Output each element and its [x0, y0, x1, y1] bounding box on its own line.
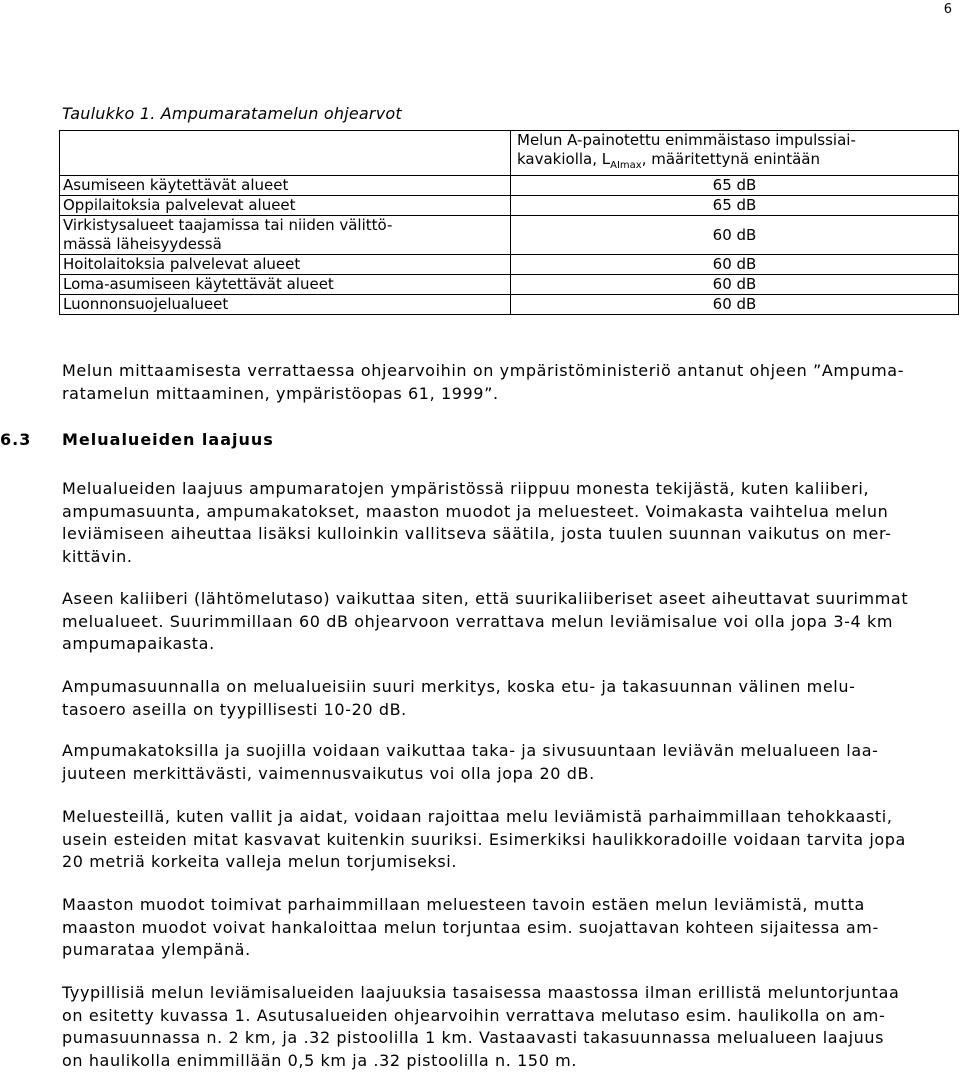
- text-line: Meluesteillä, kuten vallit ja aidat, voidaan rajoittaa melu leviämistä parhaimmillaan tehokkaasti,: [62, 807, 893, 826]
- text-line: leviämiseen aiheuttaa lisäksi kulloinkin vallitseva säätila, josta tuulen suunnan vaikutus on mer-: [62, 524, 892, 543]
- table-caption: Taulukko 1. Ampumaratamelun ohjearvot: [62, 104, 402, 123]
- header-line2-sub: AImax: [610, 160, 642, 171]
- text-line: kittävin.: [62, 546, 133, 566]
- text-line: 20 metriä korkeita valleja melun torjumiseksi.: [62, 852, 458, 871]
- intro-paragraph: [62, 360, 954, 405]
- paragraph: [62, 588, 954, 656]
- text-line: tasoero aseilla on tyypillisesti 10-20 dB.: [62, 699, 407, 719]
- text-line: usein esteiden mitat kasvavat kuitenkin suuriksi. Esimerkiksi haulikkoradoille voidaan tarvita jopa: [62, 829, 906, 849]
- header-line2-suffix: , määritettynä enintään: [641, 150, 820, 168]
- area-cell: Loma-asumiseen käytettävät alueet: [60, 275, 511, 295]
- table-row: [60, 275, 959, 295]
- value-cell: 65 dB: [511, 196, 959, 216]
- paragraph: [62, 894, 954, 962]
- table-row: [60, 176, 959, 196]
- value-cell: 60 dB: [511, 295, 959, 315]
- value-cell: 60 dB: [511, 255, 959, 275]
- page-number: 6: [943, 2, 952, 17]
- section-title: Melualueiden laajuus: [62, 430, 274, 449]
- area-cell: [60, 216, 511, 255]
- area-cell: Hoitolaitoksia palvelevat alueet: [60, 255, 511, 275]
- text-line: Maaston muodot toimivat parhaimmillaan meluesteen tavoin estäen melun leviämistä, mutta: [62, 895, 865, 914]
- value-cell: 60 dB: [511, 275, 959, 295]
- text-line: Tyypillisiä melun leviämisalueiden laajuuksia tasaisessa maastossa ilman erillistä meluntorjuntaa: [62, 983, 900, 1002]
- table-row: [60, 255, 959, 275]
- header-line1: Melun A-painotettu enimmäistaso impulssiai-: [517, 131, 856, 149]
- text-line: Ampumakatoksilla ja suojilla voidaan vaikuttaa taka- ja sivusuuntaan leviävän melualueen laa-: [62, 741, 879, 760]
- text-line: ratamelun mittaaminen, ympäristöopas 61, 1999”.: [62, 383, 499, 403]
- table-row: [60, 196, 959, 216]
- header-line2-prefix: kavakiolla, L: [517, 150, 611, 168]
- table-row: [60, 295, 959, 315]
- text-line: ampumapaikasta.: [62, 634, 215, 653]
- noise-limits-table: [59, 130, 959, 315]
- paragraph: [62, 478, 954, 568]
- text-line: on esitetty kuvassa 1. Asutusalueiden ohjearvoihin verrattava melutaso esim. haulikolla on am-: [62, 1005, 886, 1025]
- area-cell: Luonnonsuojelualueet: [60, 295, 511, 315]
- text-line: Aseen kaliiberi (lähtömelutaso) vaikuttaa siten, että suurikaliiberiset aseet aiheuttavat suurimmat: [62, 589, 909, 608]
- value-cell: 65 dB: [511, 176, 959, 196]
- text-line: Ampumasuunnalla on melualueisiin suuri merkitys, koska etu- ja takasuunnan välinen melu-: [62, 677, 856, 696]
- table-row: [60, 216, 959, 255]
- text-line: juuteen merkittävästi, vaimennusvaikutus voi olla jopa 20 dB.: [62, 763, 595, 783]
- paragraph: [62, 740, 954, 785]
- text-line: pumasuunnassa n. 2 km, ja .32 pistoolilla 1 km. Vastaavasti takasuunnassa melualueen laajuus: [62, 1028, 885, 1047]
- header-empty-cell: [60, 131, 511, 176]
- table-header-row: [60, 131, 959, 176]
- paragraph: [62, 806, 954, 874]
- header-cell: [511, 131, 959, 176]
- area-line2: mässä läheisyydessä: [63, 235, 222, 253]
- section-number: 6.3: [0, 430, 32, 449]
- value-cell: 60 dB: [511, 216, 959, 255]
- text-line: melualueet. Suurimmillaan 60 dB ohjearvoon verrattava melun leviämisalue voi olla jopa 3-4 km: [62, 611, 894, 631]
- text-line: pumarataa ylempänä.: [62, 940, 251, 959]
- section-heading: [0, 430, 274, 449]
- area-cell: Oppilaitoksia palvelevat alueet: [60, 196, 511, 216]
- area-cell: Asumiseen käytettävät alueet: [60, 176, 511, 196]
- paragraph: [62, 676, 954, 721]
- area-line1: Virkistysalueet taajamissa tai niiden välittö-: [63, 216, 393, 234]
- text-line: Melun mittaamisesta verrattaessa ohjearvoihin on ympäristöministeriö antanut ohjeen ”Ampuma-: [62, 361, 905, 380]
- text-line: Melualueiden laajuus ampumaratojen ympäristössä riippuu monesta tekijästä, kuten kaliiberi,: [62, 479, 870, 498]
- text-line: on haulikolla enimmillään 0,5 km ja .32 pistoolilla n. 150 m.: [62, 1050, 578, 1070]
- text-line: ampumasuunta, ampumakatokset, maaston muodot ja meluesteet. Voimakasta vaihtelua melun: [62, 501, 889, 521]
- paragraph: [62, 982, 954, 1072]
- text-line: maaston muodot voivat hankaloittaa melun torjuntaa esim. suojattavan kohteen sijaitessa am-: [62, 917, 879, 937]
